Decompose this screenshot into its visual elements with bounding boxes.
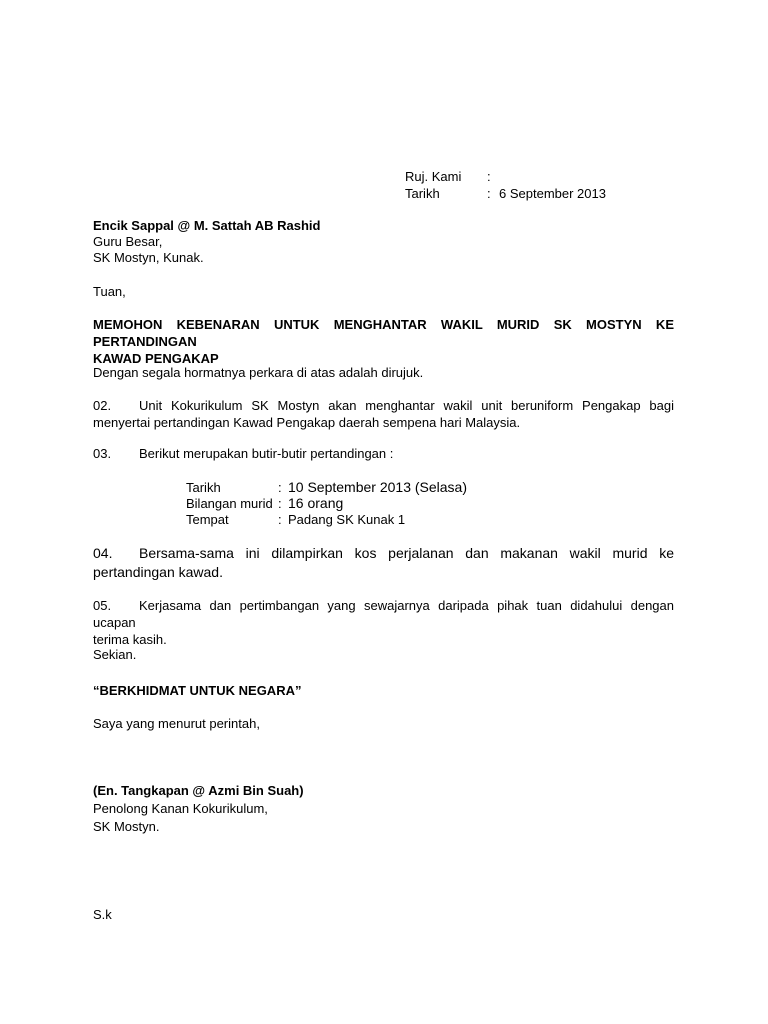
- paragraph-04-line-2: pertandingan kawad.: [93, 564, 223, 580]
- detail-row-date: [186, 479, 467, 495]
- paragraph-02-line-1: [93, 397, 674, 414]
- paragraph-05-line-2: terima kasih.: [93, 632, 167, 647]
- subject-line-2: KAWAD PENGAKAP: [93, 351, 219, 366]
- date-row: [405, 186, 606, 201]
- detail-colon: :: [278, 480, 282, 495]
- detail-row-venue: [186, 512, 405, 527]
- paragraph-04-line-1: [93, 544, 674, 563]
- signatory-position: Penolong Kanan Kokurikulum,: [93, 801, 268, 816]
- paragraph-02-text-1: Unit Kokurikulum SK Mostyn akan menghantar wakil unit beruniform Pengakap bagi: [139, 398, 674, 413]
- detail-row-count: [186, 495, 343, 511]
- paragraph-05-number: 05.: [93, 598, 112, 613]
- recipient-name: Encik Sappal @ M. Sattah AB Rashid: [93, 218, 321, 233]
- salutation: Tuan,: [93, 284, 126, 299]
- date-value: 6 September 2013: [499, 186, 606, 201]
- subject: [93, 316, 674, 367]
- paragraph-04-number: 04.: [93, 545, 113, 561]
- subject-line-1: MEMOHON KEBENARAN UNTUK MENGHANTAR WAKIL MURID SK MOSTYN KE PERTANDINGAN: [93, 317, 674, 349]
- paragraph-05-text-1: Kerjasama dan pertimbangan yang sewajarnya daripada pihak tuan didahului dengan ucapan: [93, 598, 674, 630]
- paragraph-03: [93, 446, 393, 461]
- paragraph-05-line-1: [93, 597, 674, 631]
- detail-label: Tempat: [186, 512, 229, 527]
- paragraph-03-number: 03.: [93, 446, 112, 461]
- cc-label: S.k: [93, 907, 112, 922]
- reference-colon: :: [487, 169, 491, 184]
- sign-off: Saya yang menurut perintah,: [93, 716, 260, 731]
- detail-value: 16 orang: [288, 495, 344, 511]
- recipient-title: Guru Besar,: [93, 234, 163, 249]
- reference-label: Ruj. Kami: [405, 169, 462, 184]
- motto: “BERKHIDMAT UNTUK NEGARA”: [93, 683, 302, 698]
- paragraph-05: [93, 597, 674, 648]
- signatory-name: (En. Tangkapan @ Azmi Bin Suah): [93, 783, 304, 798]
- paragraph-03-text: Berikut merupakan butir-butir pertandingan :: [139, 446, 394, 461]
- detail-value: Padang SK Kunak 1: [288, 512, 406, 527]
- intro-paragraph: Dengan segala hormatnya perkara di atas adalah dirujuk.: [93, 365, 424, 380]
- signatory-org: SK Mostyn.: [93, 819, 160, 834]
- paragraph-02-number: 02.: [93, 398, 112, 413]
- detail-value: 10 September 2013 (Selasa): [288, 479, 467, 495]
- paragraph-04: [93, 544, 674, 582]
- reference-row: [405, 169, 499, 184]
- paragraph-02-line-2: menyertai pertandingan Kawad Pengakap daerah sempena hari Malaysia.: [93, 415, 521, 430]
- detail-colon: :: [278, 496, 282, 511]
- detail-label: Tarikh: [186, 480, 221, 495]
- closing: Sekian.: [93, 647, 137, 662]
- detail-label: Bilangan murid: [186, 496, 273, 511]
- date-colon: :: [487, 186, 491, 201]
- detail-colon: :: [278, 512, 282, 527]
- date-label: Tarikh: [405, 186, 440, 201]
- paragraph-02: [93, 397, 674, 431]
- recipient-org: SK Mostyn, Kunak.: [93, 250, 204, 265]
- paragraph-04-text-1: Bersama-sama ini dilampirkan kos perjalanan dan makanan wakil murid ke: [139, 545, 674, 561]
